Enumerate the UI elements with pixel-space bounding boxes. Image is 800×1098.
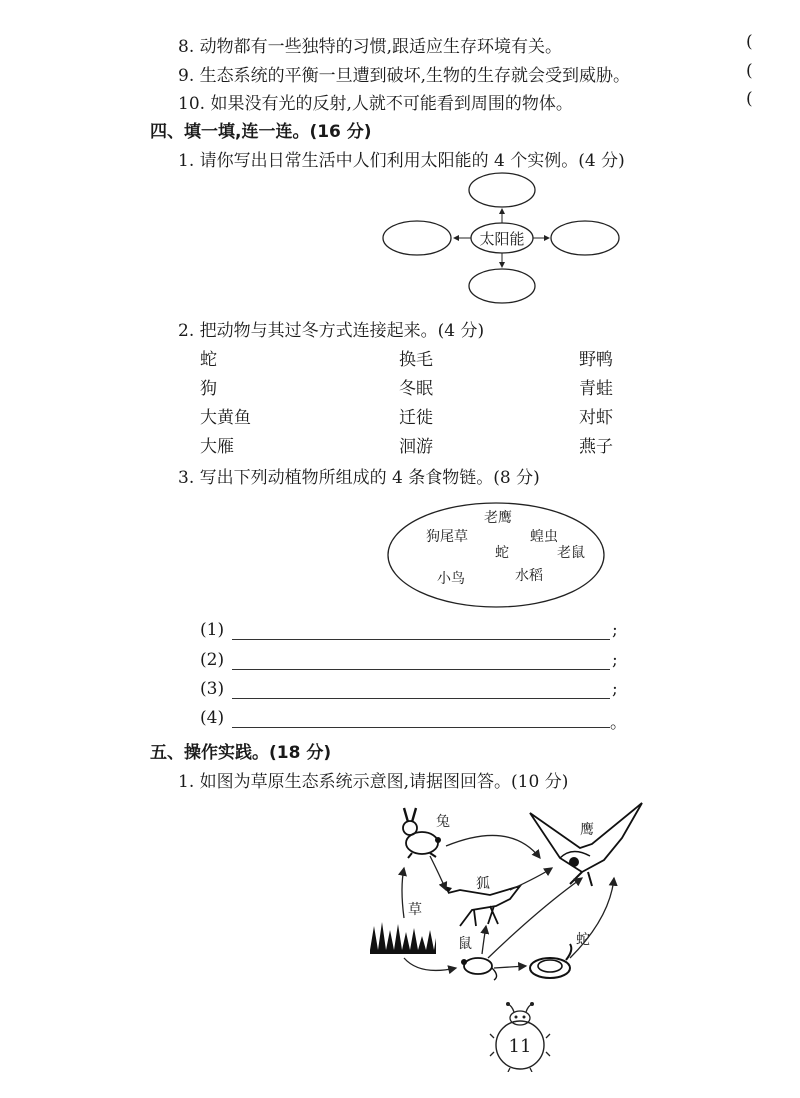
middle-item-1[interactable]: 换毛	[399, 350, 433, 370]
arrow-mouse-eagle	[488, 878, 582, 958]
page-number: 11	[508, 1036, 532, 1057]
judge-item-8: 8. 动物都有一些独特的习惯,跟适应生存环境有关。	[178, 37, 563, 57]
blank-label-4: (4)	[200, 708, 225, 728]
middle-item-3[interactable]: 迁徙	[399, 408, 433, 428]
right-item-4[interactable]: 燕子	[579, 437, 613, 457]
arrow-rabbit-eagle	[446, 835, 540, 858]
blank-label-2: (2)	[200, 650, 225, 670]
label-grass: 草	[408, 902, 422, 918]
right-item-3[interactable]: 对虾	[579, 408, 613, 428]
mouse-icon	[461, 958, 497, 980]
grassland-food-web	[360, 798, 660, 993]
blank-line-4[interactable]	[232, 727, 610, 728]
organism-mouse: 老鼠	[557, 545, 585, 561]
answer-oval-left[interactable]	[383, 221, 451, 255]
judge-item-9: 9. 生态系统的平衡一旦遭到破坏,生物的生存就会受到威胁。	[178, 66, 631, 86]
question-4-3: 3. 写出下列动植物所组成的 4 条食物链。(8 分)	[178, 468, 540, 488]
question-4-1: 1. 请你写出日常生活中人们利用太阳能的 4 个实例。(4 分)	[178, 151, 625, 171]
label-snake: 蛇	[576, 932, 590, 948]
question-4-2: 2. 把动物与其过冬方式连接起来。(4 分)	[178, 321, 485, 341]
left-item-1[interactable]: 蛇	[200, 350, 217, 370]
blank-end-2: ;	[612, 650, 618, 670]
blank-end-4: 。	[610, 713, 627, 733]
organism-eagle: 老鹰	[484, 510, 512, 526]
fox-icon	[444, 886, 520, 926]
middle-item-4[interactable]: 洄游	[399, 437, 433, 457]
blank-end-3: ;	[612, 679, 618, 699]
blank-label-3: (3)	[200, 679, 225, 699]
blank-end-1: ;	[612, 620, 618, 640]
left-item-4[interactable]: 大雁	[200, 437, 234, 457]
label-rabbit: 兔	[436, 814, 450, 830]
center-label: 太阳能	[479, 230, 525, 248]
arrow-mouse-snake	[494, 966, 526, 968]
organism-locust: 蝗虫	[530, 529, 558, 545]
arrow-fox-eagle	[510, 868, 552, 890]
label-fox: 狐	[476, 876, 490, 892]
answer-oval-top[interactable]	[469, 173, 535, 207]
section-5-title: 五、操作实践。(18 分)	[150, 743, 332, 763]
right-item-2[interactable]: 青蛙	[579, 379, 613, 399]
label-mouse: 鼠	[458, 936, 472, 952]
organism-rice: 水稻	[515, 568, 543, 584]
question-5-1: 1. 如图为草原生态系统示意图,请据图回答。(10 分)	[178, 772, 569, 792]
blank-line-1[interactable]	[232, 639, 610, 640]
arrow-rabbit-fox	[430, 856, 446, 890]
arrow-mouse-fox	[482, 926, 486, 954]
blank-line-2[interactable]	[232, 669, 610, 670]
answer-paren-9[interactable]: (	[746, 61, 753, 81]
blank-line-3[interactable]	[232, 698, 610, 699]
organisms-ellipse	[384, 497, 610, 617]
label-eagle: 鹰	[580, 822, 594, 838]
blank-label-1: (1)	[200, 620, 225, 640]
judge-item-10: 10. 如果没有光的反射,人就不可能看到周围的物体。	[178, 94, 573, 114]
left-item-2[interactable]: 狗	[200, 379, 217, 399]
eagle-icon	[530, 803, 642, 886]
answer-oval-right[interactable]	[551, 221, 619, 255]
arrow-grass-rabbit	[402, 868, 404, 918]
answer-paren-8[interactable]: (	[746, 32, 753, 52]
solar-energy-diagram	[370, 168, 630, 308]
page-number-badge	[488, 1002, 552, 1072]
answer-paren-10[interactable]: (	[746, 89, 753, 109]
section-4-title: 四、填一填,连一连。(16 分)	[150, 122, 372, 142]
left-item-3[interactable]: 大黄鱼	[200, 408, 251, 428]
organism-snake: 蛇	[495, 545, 509, 561]
organism-small-bird: 小鸟	[437, 571, 465, 587]
middle-item-2[interactable]: 冬眠	[399, 379, 433, 399]
arrow-grass-mouse	[404, 958, 456, 970]
grass-icon	[370, 922, 436, 954]
right-item-1[interactable]: 野鸭	[579, 350, 613, 370]
answer-oval-bottom[interactable]	[469, 269, 535, 303]
snake-icon	[530, 944, 571, 978]
organism-foxtail-grass: 狗尾草	[426, 529, 468, 545]
